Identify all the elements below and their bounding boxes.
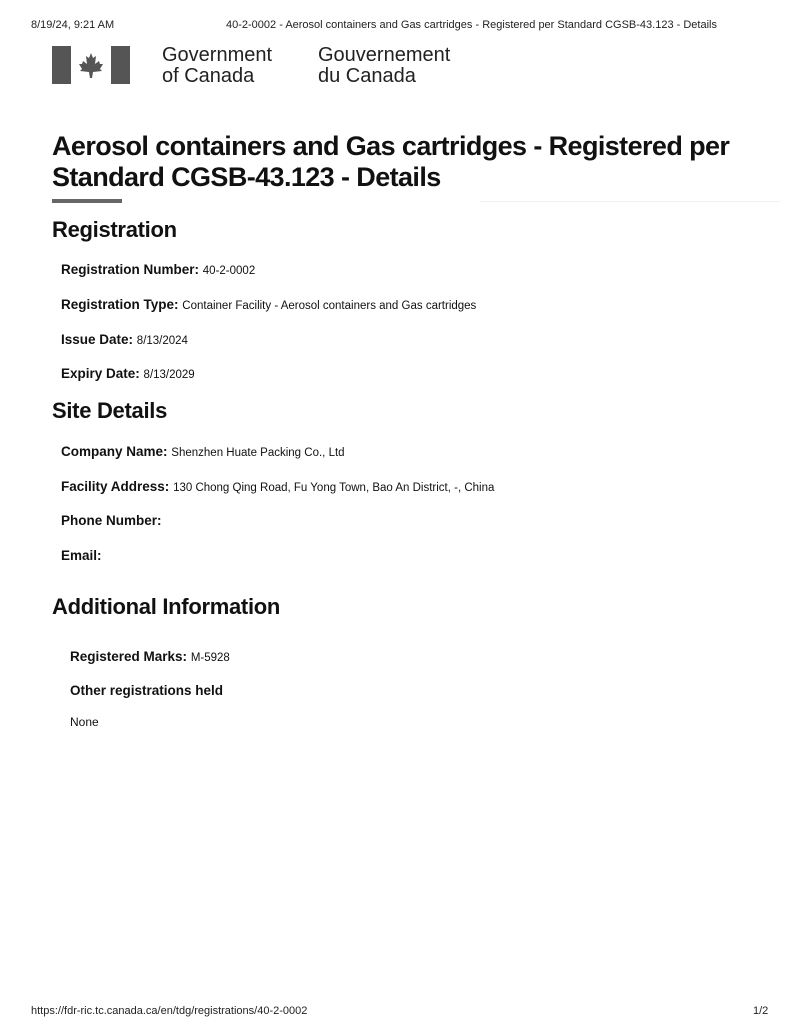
email-field [61, 548, 102, 563]
field-label: Issue Date: [61, 332, 134, 347]
field-label: Other registrations held [70, 683, 224, 698]
print-url: https://fdr-ric.tc.canada.ca/en/tdg/registrations/40-2-0002 [31, 1005, 308, 1017]
field-label: Facility Address: [61, 479, 170, 494]
field-value: 8/13/2029 [143, 369, 195, 381]
divider [480, 201, 780, 202]
field-label: Expiry Date: [61, 366, 140, 381]
logo-en-line2: of Canada [162, 65, 255, 87]
field-label: Registered Marks: [70, 649, 188, 664]
registered-marks-field [70, 649, 230, 664]
logo-text-fr [318, 45, 450, 87]
expiry-date-field [61, 366, 195, 381]
page-number: 1/2 [753, 1005, 769, 1017]
logo-text-en [162, 45, 272, 87]
canada-flag-icon [52, 46, 130, 84]
logo-en-line1: Government [162, 44, 273, 66]
company-name-field [61, 444, 345, 459]
page-title: Aerosol containers and Gas cartridges - Registered per Standard CGSB-43.123 - Details [52, 131, 730, 192]
registration-number-field [61, 262, 255, 277]
logo-fr-line1: Gouvernement [318, 44, 451, 66]
field-value: Shenzhen Huate Packing Co., Ltd [171, 447, 345, 459]
facility-address-field [61, 479, 494, 494]
field-value: 40-2-0002 [202, 265, 256, 277]
field-label: Email: [61, 548, 102, 563]
field-label: Registration Type: [61, 297, 179, 312]
field-value: M-5928 [190, 652, 230, 664]
registration-type-field [61, 297, 476, 312]
other-registrations-value: None [70, 715, 99, 729]
issue-date-field [61, 332, 188, 347]
field-label: Company Name: [61, 444, 168, 459]
print-datetime: 8/19/24, 9:21 AM [31, 19, 115, 31]
field-value: 8/13/2024 [136, 335, 188, 347]
title-underline [52, 199, 122, 203]
print-title: 40-2-0002 - Aerosol containers and Gas cartridges - Registered per Standard CGSB-43.123 - Details [226, 19, 717, 31]
registration-heading: Registration [52, 217, 177, 242]
additional-info-heading: Additional Information [52, 594, 281, 619]
field-label: Phone Number: [61, 513, 162, 528]
other-registrations-label [70, 683, 223, 698]
field-label: Registration Number: [61, 262, 200, 277]
field-value: 130 Chong Qing Road, Fu Yong Town, Bao An District, -, China [173, 482, 495, 494]
field-value: Container Facility - Aerosol containers and Gas cartridges [182, 300, 477, 312]
site-details-heading: Site Details [52, 398, 168, 423]
phone-number-field [61, 513, 162, 528]
logo-fr-line2: du Canada [318, 65, 416, 87]
